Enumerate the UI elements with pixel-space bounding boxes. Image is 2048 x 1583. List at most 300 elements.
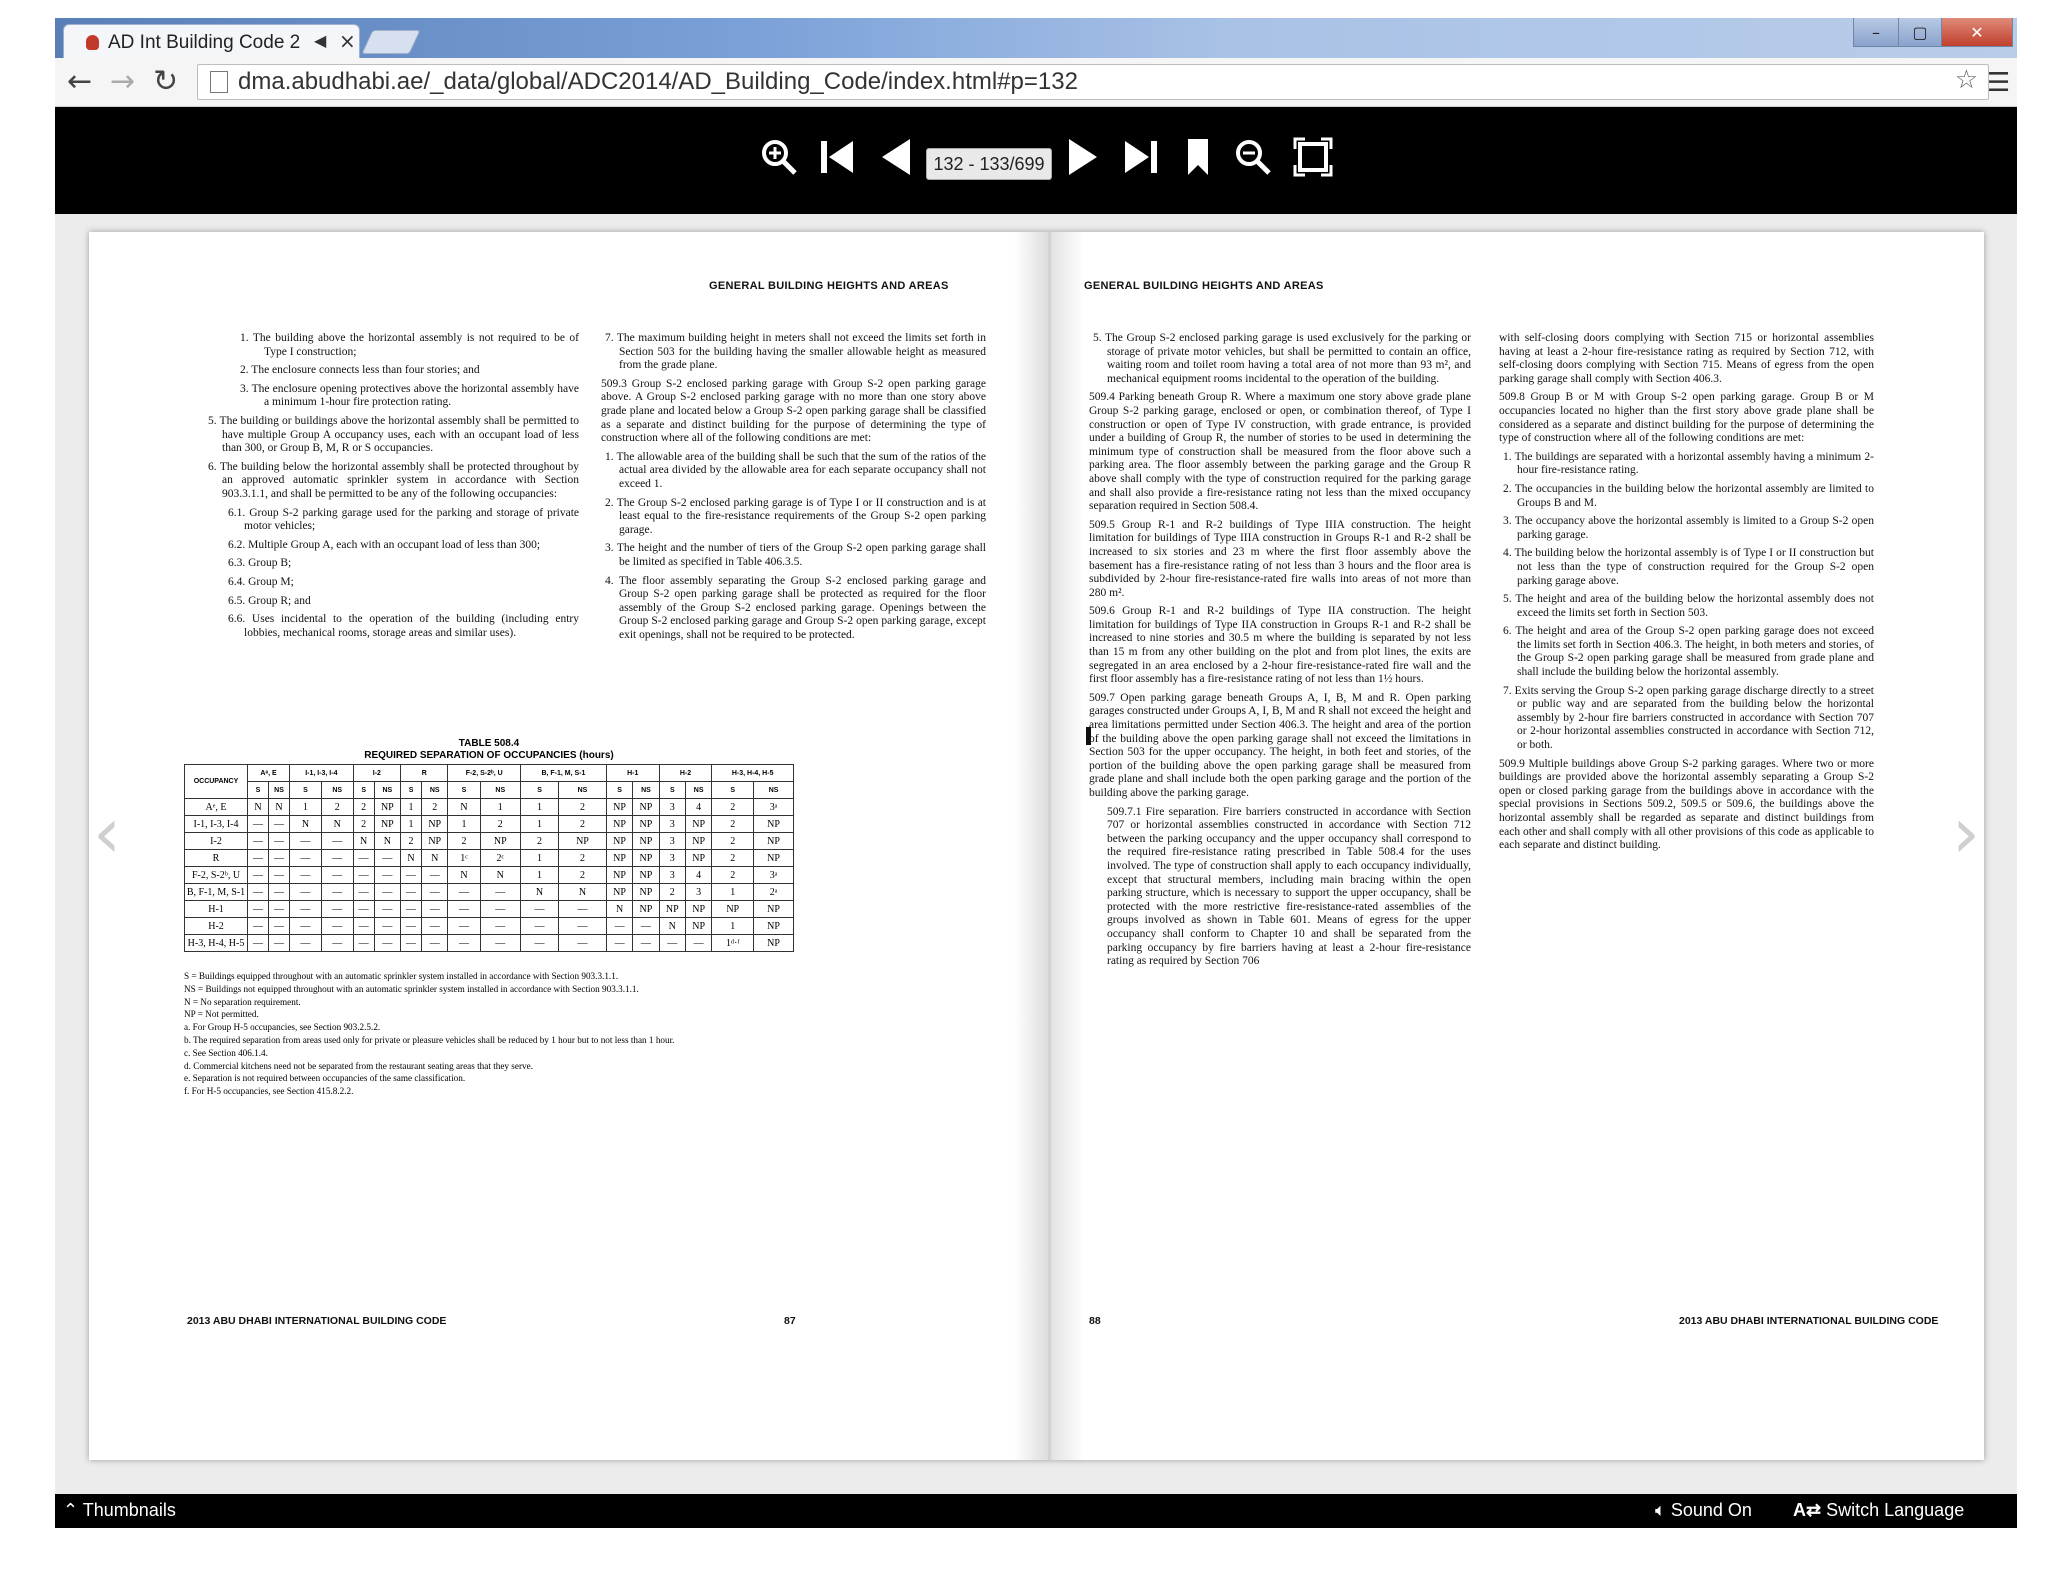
table-cell: — [422,918,448,935]
occupancy-cell: I-2 [185,833,248,850]
table-cell: — [520,935,558,952]
table-note: S = Buildings equipped throughout with an automatic sprinkler system installed in accordance with Section 903.3.1.1. [184,971,619,981]
sprinkler-subheader: NS [321,782,353,799]
table-row [185,884,794,901]
viewer-bottom-bar [55,1494,2017,1528]
table-cell: 3ᵃ [754,867,794,884]
table-cell: 2 [712,799,754,816]
table-cell: — [290,918,322,935]
list-item: 1. The allowable area of the building shall be such that the sum of the ratios of the actual area divided by the allowable area for each separate occupancy shall not exceed 1. [605,450,986,490]
list-item: 3. The height and the number of tiers of the Group S-2 open parking garage shall be limited as specified in Table 406.3.5. [605,542,986,568]
table-cell: — [520,918,558,935]
table-cell: — [422,884,448,901]
group-header: H-3, H-4, H-5 [712,765,794,782]
table-cell: 2 [422,799,448,816]
occupancy-cell: B, F-1, M, S-1 [185,884,248,901]
table-cell: 3 [659,816,685,833]
table-cell: — [269,918,290,935]
table-note: c. See Section 406.1.4. [184,1047,268,1058]
table-cell: 2 [448,833,480,850]
table-cell: 3 [659,867,685,884]
table-row [185,935,794,952]
sprinkler-subheader: NS [559,782,607,799]
viewer-toolbar [55,107,2017,214]
next-page-icon[interactable] [1065,137,1101,187]
table-cell: NP [685,833,711,850]
table-cell: 2 [712,816,754,833]
bookmark-icon[interactable] [1185,137,1211,187]
table-cell: — [321,918,353,935]
table-cell: — [290,833,322,850]
table-cell: 2 [353,799,374,816]
list-item: 1. The building above the horizontal assembly is not required to be of Type I construction; [240,332,579,358]
table-cell: 3 [659,850,685,867]
table-row [185,901,794,918]
list-item: 6.6. Uses incidental to the operation of the building (including entry lobbies, mechanical rooms, storage areas and similar uses). [228,613,579,639]
sprinkler-subheader: NS [754,782,794,799]
table-cell: — [248,850,269,867]
minimize-button[interactable]: – [1853,18,1899,47]
table-cell: 1 [712,884,754,901]
search-icon[interactable] [1233,137,1273,187]
table-cell: — [559,918,607,935]
table-cell: NP [712,901,754,918]
right-column-2 [1499,332,1874,858]
list-item: 2. The Group S-2 enclosed parking garage is of Type I or II construction and is at least equal to the fire-resistance requirements of the Group S-2 open parking garage. [605,496,986,536]
list-item: 3. The enclosure opening protectives above the horizontal assembly have a minimum 1-hour fire protection rating. [240,382,579,409]
table-cell: N [401,850,422,867]
first-page-icon[interactable] [819,137,855,187]
table-cell: NP [606,884,632,901]
table-cell: — [480,935,520,952]
table-cell: — [290,935,322,952]
reload-icon[interactable]: ↻ [153,64,179,99]
table-cell: — [269,833,290,850]
table-cell: 2 [559,850,607,867]
table-cell: — [353,901,374,918]
section-509-9: 509.9 Multiple buildings above Group S-2 parking garages. Where two or more buildings are provided above the horizontal assembly separating a Group S-2 open or closed parking garage from the buildings above in accordance with the special provisions in Sections 509.2, 509.5 or 509.6, the buildings above the horizontal assembly shall be regarded as separate and distinct buildings from each other and shall comply with all other provisions of this code as applicable to each separate and distinct building. [1499,757,1874,852]
sprinkler-subheader: NS [269,782,290,799]
speaker-icon[interactable]: ◀ [314,31,327,50]
table-cell: 2ᶜ [480,850,520,867]
table-cell: NP [559,833,607,850]
table-cell: NP [754,935,794,952]
table-cell: NP [633,901,659,918]
table-cell: N [659,918,685,935]
sound-label: Sound On [1670,1500,1752,1520]
sprinkler-subheader: S [248,782,269,799]
table-cell: — [559,935,607,952]
table-cell: 2 [559,816,607,833]
paragraph: with self-closing doors complying with Section 715 or horizontal assemblies having at least a 2-hour fire-resistance rating as required by Section 712, with self-closing doors complying with Section 715. Means of egress from the open parking garage shall comply with Section 406.3. [1499,332,1874,385]
forward-arrow-icon[interactable]: → [110,64,136,99]
page-footer: 2013 ABU DHABI INTERNATIONAL BUILDING CODE [187,1315,447,1327]
table-cell: N [321,816,353,833]
browser-window [55,18,2017,1528]
speaker-icon: 🔈︎ [1655,1500,1666,1520]
table-cell: — [269,935,290,952]
page-icon [210,71,228,93]
group-header: H-2 [659,765,712,782]
sprinkler-subheader: NS [422,782,448,799]
table-cell: — [353,918,374,935]
sprinkler-subheader: NS [480,782,520,799]
tab-title: AD Int Building Code 2 [108,32,301,53]
table-cell: 3 [659,799,685,816]
table-cell: NP [480,833,520,850]
group-header: I-1, I-3, I-4 [290,765,354,782]
right-page[interactable] [1084,232,1984,1460]
table-cell: NP [685,918,711,935]
thumbnails-button[interactable] [63,1500,176,1521]
table-cell: NP [633,799,659,816]
table-cell: 2 [353,816,374,833]
page-number: 88 [1089,1315,1101,1327]
table-cell: — [606,935,632,952]
occupancy-cell: F-2, S-2ᵇ, U [185,867,248,884]
table-cell: NP [374,816,400,833]
table-cell: N [606,901,632,918]
table-notes [184,970,804,1098]
translate-icon: A⇄ [1793,1500,1822,1520]
list-item: 6.5. Group R; and [228,594,311,607]
table-cell: NP [633,850,659,867]
table-cell: — [248,901,269,918]
table-cell: — [353,884,374,901]
fullscreen-icon[interactable] [1293,137,1333,187]
table-cell: N [422,850,448,867]
group-header: F-2, S-2ᵇ, U [448,765,521,782]
table-cell: NP [659,901,685,918]
table-cell: — [321,884,353,901]
table-caption [184,738,794,762]
table-cell: NP [754,918,794,935]
occupancy-separation-table [184,764,794,952]
url-text: dma.abudhabi.ae/_data/global/ADC2014/AD_Building_Code/index.html#p=132 [238,68,1078,95]
page-footer: 2013 ABU DHABI INTERNATIONAL BUILDING CODE [1679,1315,1939,1327]
table-cell: — [321,833,353,850]
table-cell: 1 [520,799,558,816]
table-cell: — [290,850,322,867]
list-item: 7. The maximum building height in meters shall not exceed the limits set forth in Section 503 for the building having the smaller allowable height as measured from the grade plane. [605,332,986,372]
table-cell: 2ᵃ [754,884,794,901]
table-cell: 4 [685,867,711,884]
list-item: 6.3. Group B; [228,557,292,570]
table-group-header-row [185,765,794,782]
table-note: b. The required separation from areas used only for private or pleasure vehicles shall be reduced by 1 hour but to not less than 1 hour. [184,1034,675,1045]
group-header: I-2 [353,765,400,782]
list-item: 6.1. Group S-2 parking garage used for the parking and storage of private motor vehicles; [228,506,579,533]
table-cell: — [401,884,422,901]
table-cell: — [248,884,269,901]
section-509-4: 509.4 Parking beneath Group R. Where a maximum one story above grade plane Group S-2 parking garage, enclosed or open, or combination thereof, of Type I construction or open of Type IV construction, with grade entrance, is provided under a building of Group R, the number of stories to be used in determining the minimum type of construction shall be measured from the floor above such a parking area. The floor assembly between the parking garage and the Group R above shall comply with the type of construction required for the parking garage and shall also provide a fire-resistance rating not less than the mixed occupancy separation required in Section 508.4. [1089,391,1471,513]
table-cell: — [269,850,290,867]
previous-spread-arrow-icon[interactable]: ‹ [93,792,121,874]
list-item: 3. The occupancy above the horizontal assembly is limited to a Group S-2 open parking garage. [1503,515,1874,541]
table-cell: — [520,901,558,918]
book-spine [1014,232,1084,1460]
table-cell: — [448,884,480,901]
sprinkler-subheader: S [290,782,322,799]
table-cell: 1 [401,816,422,833]
occupancy-cell: H-2 [185,918,248,935]
maximize-button[interactable]: ▢ [1898,18,1942,47]
table-cell: 3 [659,833,685,850]
left-page[interactable] [89,232,1014,1460]
table-cell: — [422,901,448,918]
occupancy-cell: H-1 [185,901,248,918]
group-header: B, F-1, M, S-1 [520,765,606,782]
table-cell: — [269,884,290,901]
table-cell: N [448,867,480,884]
flipbook-viewer [55,107,2017,1494]
browser-tab[interactable] [63,24,360,59]
bookmark-star-icon[interactable]: ☆ [1954,65,1978,95]
table-cell: 2 [520,833,558,850]
table-cell: — [480,918,520,935]
browser-menu-icon[interactable]: ☰ [1987,68,2011,98]
table-cell: NP [422,816,448,833]
group-header: Aᵉ, E [248,765,290,782]
sound-toggle-button[interactable] [1655,1500,1752,1521]
table-cell: — [290,867,322,884]
section-509-3: 509.3 Group S-2 enclosed parking garage with Group S-2 open parking garage above. A Group S-2 enclosed parking garage with no more than one story above grade plane and located below a Group S-2 open parking garage shall be classified as a separate and distinct building for the purpose of determining the type of construction where all of the following conditions are met: [601,377,986,445]
table-cell: 1ᵈ·ᶠ [712,935,754,952]
section-509-7-1: 509.7.1 Fire separation. Fire barriers constructed in accordance with Section 707 or horizontal assemblies constructed in accordance with Section 712 between the parking occupancy and the upper occupancy shall correspond to the required fire-resistance rating prescribed in Table 508.4 for the uses involved. The type of construction shall apply to each occupancy individually, except that structural members, including main bracing within the open parking structure, which is necessary to support the upper occupancy, shall be protected with the more restrictive fire-resistance-rated assemblies of the groups involved as shown in Table 601. Means of egress for the upper occupancy shall conform to Chapter 10 and shall be separated from the parking occupancy by fire barriers having at least a 2-hour fire-resistance rating as required by Section 706 [1107,805,1471,968]
table-cell: NP [633,833,659,850]
list-item: 5. The height and area of the building below the horizontal assembly does not exceed the limits set forth in Section 503. [1503,593,1874,619]
list-item: 4. The floor assembly separating the Group S-2 enclosed parking garage and Group S-2 open parking garage shall be protected as required for the floor assembly of the Group S-2 enclosed parking garage. Openings between the Group S-2 enclosed parking garage and Group S-2 open parking garage, except exit openings, shall not be required to be protected. [605,574,986,641]
table-cell: — [633,935,659,952]
sprinkler-subheader: NS [685,782,711,799]
table-cell: — [480,884,520,901]
table-row [185,816,794,833]
list-item: 6. The building below the horizontal assembly shall be protected throughout by an approved automatic sprinkler system in accordance with Section 903.3.1.1, and shall be permitted to be any of the following occupancies: [208,460,579,500]
table-cell: — [248,816,269,833]
table-cell: — [290,901,322,918]
table-cell: 1ᶜ [448,850,480,867]
occupancy-cell: I-1, I-3, I-4 [185,816,248,833]
list-item: 6.2. Multiple Group A, each with an occupant load of less than 300; [228,538,541,551]
table-cell: — [321,867,353,884]
table-note: a. For Group H-5 occupancies, see Section 903.2.5.2. [184,1022,381,1033]
sprinkler-subheader: NS [374,782,400,799]
table-cell: 1 [290,799,322,816]
sprinkler-subheader: S [353,782,374,799]
table-note: e. Separation is not required between occupancies of the same classification. [184,1073,466,1084]
table-cell: NP [685,816,711,833]
table-number: TABLE 508.4 [458,738,520,749]
list-item: 6.4. Group M; [228,575,294,588]
table-row [185,850,794,867]
site-favicon-icon [86,35,99,50]
table-cell: NP [754,833,794,850]
sprinkler-subheader: S [606,782,632,799]
table-cell: N [520,884,558,901]
table-cell: — [374,901,400,918]
back-arrow-icon[interactable]: ← [67,64,93,99]
list-item: 5. The building or buildings above the horizontal assembly shall be permitted to have multiple Group A occupancy uses, each with an occupant load of less than 300, or Group B, M, R or S occupancies. [208,414,579,455]
table-cell: 4 [685,799,711,816]
table-cell: 2 [480,816,520,833]
sprinkler-subheader: S [712,782,754,799]
table-cell: — [685,935,711,952]
close-window-button[interactable]: ✕ [1941,18,2013,47]
table-cell: NP [754,816,794,833]
table-cell: 2 [659,884,685,901]
list-item: 4. The building below the horizontal assembly is of Type I or II construction but not less than the type of construction required for the Group S-2 open parking garage above. [1503,547,1874,587]
table-cell: — [353,867,374,884]
occupancy-cell: Aᵉ, E [185,799,248,816]
language-label: Switch Language [1826,1500,1965,1520]
table-cell: — [290,884,322,901]
zoom-in-icon[interactable] [759,137,799,187]
last-page-icon[interactable] [1123,137,1159,187]
table-cell: — [353,935,374,952]
left-column-1 [204,332,579,645]
table-cell: — [401,935,422,952]
list-item: 6. The height and area of the Group S-2 open parking garage does not exceed the limits set forth in Section 406.3. The height, in both meters and stories, of the Group S-2 open parking garage shall be measured from grade plane and shall include the building below the horizontal assembly. [1503,625,1874,679]
table-cell: — [448,935,480,952]
table-cell: N [248,799,269,816]
table-cell: N [290,816,322,833]
table-cell: — [606,918,632,935]
left-column-2 [601,332,986,647]
table-cell: 1 [520,867,558,884]
table-cell: NP [633,867,659,884]
table-cell: — [269,901,290,918]
table-cell: — [401,918,422,935]
table-cell: NP [606,816,632,833]
table-cell: — [401,867,422,884]
section-509-6: 509.6 Group R-1 and R-2 buildings of Type IIA construction. The height limitation for buildings of Type IIA construction in Groups R-1 and R-2 shall be increased to nine stories and 30.5 m where the building is separated by not less than 15 m from any other building on the plot and from plot lines, the exits are segregated in an area enclosed by a 2-hour fire-resistance-rated fire wall and the first floor assembly has a fire-resistance rating of not less than 1½ hours. [1089,605,1471,686]
table-cell: 2 [401,833,422,850]
switch-language-button[interactable] [1793,1500,1964,1521]
table-note: N = No separation requirement. [184,996,301,1007]
section-509-5: 509.5 Group R-1 and R-2 buildings of Type IIIA construction. The height limitation for buildings of Type IIIA construction in Groups R-1 and R-2 shall be increased to six stories and 23 m where the first floor assembly above the basement has a fire-resistance rating of not less than 3 hours and the floor area is subdivided by 2-hour fire-resistance-rated fire walls into areas of not more than 280 m². [1089,518,1471,599]
table-cell: — [374,850,400,867]
table-note: f. For H-5 occupancies, see Section 415.8.2.2. [184,1086,354,1097]
table-cell: — [374,935,400,952]
table-cell: 2 [559,799,607,816]
list-item: 7. Exits serving the Group S-2 open parking garage discharge directly to a street or public way and are separated from the building below the horizontal assembly by 2-hour fire barriers constructed in accordance with Section 707 or 2-hour horizontal assemblies constructed in accordance with Section 712, or both. [1503,684,1874,752]
table-cell: — [374,867,400,884]
section-509-7: 509.7 Open parking garage beneath Groups A, I, B, M and R. Open parking garages constructed under Groups A, I, B, M and R shall not exceed the height and area limitations permitted under Section 406.3. The height and area of the portion of the building above the open parking garage shall not exceed the limitations in Section 503 for the upper occupancy. The height, in both feet and stories, of the portion of the building above the open parking garage shall be measured from grade plane and shall include both the open parking garage and the portion of the building above the parking garage. [1089,691,1471,799]
table-cell: — [248,833,269,850]
prev-page-icon[interactable] [878,137,914,187]
list-item: 1. The buildings are separated with a horizontal assembly having a minimum 2-hour fire-resistance rating. [1503,450,1874,477]
group-header: H-1 [606,765,659,782]
table-cell: NP [685,901,711,918]
table-cell: 1 [520,816,558,833]
table-cell: — [321,901,353,918]
table-row [185,918,794,935]
table-cell: — [353,850,374,867]
table-cell: 1 [401,799,422,816]
tab-strip [55,18,2017,58]
table-cell: N [353,833,374,850]
occupancy-cell: H-3, H-4, H-5 [185,935,248,952]
table-cell: — [321,935,353,952]
list-item: 5. The Group S-2 enclosed parking garage is used exclusively for the parking or storage of private motor vehicles, but shall be permitted to contain an office, waiting room and toilet room having a total area of not more than 93 m², and mechanical equipment rooms incidental to the operation of the building. [1093,332,1471,385]
table-cell: 2 [712,850,754,867]
table-cell: N [374,833,400,850]
table-cell: — [480,901,520,918]
section-509-8: 509.8 Group B or M with Group S-2 open parking garage. Group B or M occupancies located no higher than the first story above grade plane shall be considered as a separate and distinct building for the purpose of determining the type of construction where all of the following conditions are met: [1499,391,1874,445]
thumbnails-label: Thumbnails [82,1500,176,1520]
table-cell: NP [606,799,632,816]
list-item: 2. The occupancies in the building below the horizontal assembly are limited to Groups B and M. [1503,482,1874,509]
table-row [185,833,794,850]
table-cell: 1 [712,918,754,935]
page-number-input[interactable]: 132 - 133/699 [926,148,1052,180]
table-note: NP = Not permitted. [184,1009,259,1020]
table-title: REQUIRED SEPARATION OF OCCUPANCIES (hours) [364,750,614,761]
table-cell: N [559,884,607,901]
table-cell: 3ᵃ [754,799,794,816]
sprinkler-subheader: S [659,782,685,799]
sprinkler-subheader: S [401,782,422,799]
group-header: R [401,765,448,782]
table-cell: 1 [520,850,558,867]
running-header: GENERAL BUILDING HEIGHTS AND AREAS [709,280,949,292]
chevron-up-icon: ⌃ [63,1500,79,1520]
url-input[interactable] [197,64,1989,100]
table-cell: — [321,850,353,867]
table-cell: N [448,799,480,816]
table-cell: — [248,918,269,935]
table-cell: 2 [321,799,353,816]
table-cell: 3 [685,884,711,901]
table-row [185,799,794,816]
table-cell: NP [685,850,711,867]
table-cell: N [269,799,290,816]
open-book [89,232,1984,1460]
table-cell: NP [374,799,400,816]
page-number: 87 [784,1315,796,1327]
table-cell: NP [633,884,659,901]
occupancy-column-header: OCCUPANCY [185,765,248,799]
table-cell: — [269,816,290,833]
next-spread-arrow-icon[interactable]: › [1952,792,1980,874]
table-note: NS = Buildings not equipped throughout with an automatic sprinkler system installed in accordance with Section 903.3.1.1. [184,983,639,994]
table-cell: 1 [448,816,480,833]
table-subheader-row [185,782,794,799]
table-cell: — [374,918,400,935]
table-cell: NP [754,901,794,918]
table-cell: N [480,867,520,884]
list-item: 2. The enclosure connects less than four stories; and [240,364,480,377]
new-tab-button[interactable] [361,30,420,54]
table-cell: 2 [712,867,754,884]
sprinkler-subheader: S [448,782,480,799]
table-cell: — [633,918,659,935]
table-cell: 1 [480,799,520,816]
table-cell: 2 [559,867,607,884]
table-cell: — [269,867,290,884]
tab-close-icon[interactable]: × [339,29,356,53]
table-cell: — [659,935,685,952]
table-cell: — [374,884,400,901]
table-cell: NP [606,867,632,884]
table-row [185,867,794,884]
table-cell: 2 [712,833,754,850]
table-cell: NP [422,833,448,850]
address-bar [55,58,2017,107]
occupancy-cell: R [185,850,248,867]
table-cell: NP [754,850,794,867]
right-column-1 [1089,332,1471,974]
